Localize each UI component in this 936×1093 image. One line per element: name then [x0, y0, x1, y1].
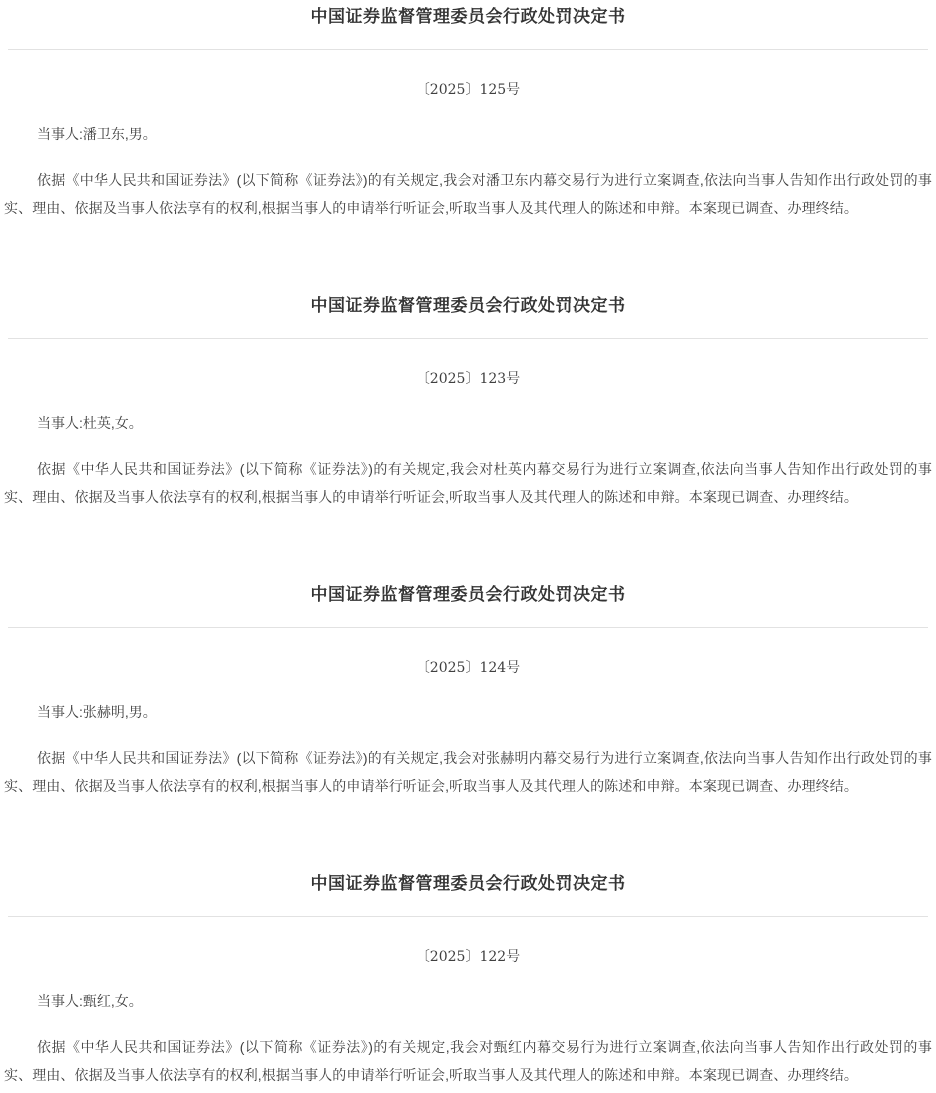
doc-number: 〔2025〕123号	[415, 371, 521, 387]
doc-title: 中国证券监督管理委员会行政处罚决定书	[310, 585, 626, 604]
body-paragraph: 依据《中华人民共和国证券法》(以下简称《证券法》)的有关规定,我会对甄红内幕交易行为进行立案调查,依法向当事人告知作出行政处罚的事实、理由、依据及当事人依法享有的权利,根据当事人的申请举行听证会,听取当事人及其代理人的陈述和申辩。本案现已调查、办理终结。	[4, 1039, 932, 1083]
doc-number: 〔2025〕125号	[415, 82, 521, 98]
section-divider	[8, 627, 928, 628]
doc-title: 中国证券监督管理委员会行政处罚决定书	[310, 7, 626, 26]
party-line: 当事人:潘卫东,男。	[37, 126, 157, 142]
doc-title: 中国证券监督管理委员会行政处罚决定书	[310, 874, 626, 893]
section-divider	[8, 338, 928, 339]
party-line: 当事人:杜英,女。	[37, 415, 143, 431]
document-section	[4, 874, 932, 1089]
doc-number: 〔2025〕122号	[415, 949, 521, 965]
document-section	[4, 585, 932, 800]
document-section	[4, 296, 932, 511]
body-paragraph: 依据《中华人民共和国证券法》(以下简称《证券法》)的有关规定,我会对潘卫东内幕交易行为进行立案调查,依法向当事人告知作出行政处罚的事实、理由、依据及当事人依法享有的权利,根据当事人的申请举行听证会,听取当事人及其代理人的陈述和申辩。本案现已调查、办理终结。	[4, 172, 932, 216]
doc-title: 中国证券监督管理委员会行政处罚决定书	[310, 296, 626, 315]
party-line: 当事人:张赫明,男。	[37, 704, 157, 720]
section-divider	[8, 49, 928, 50]
body-paragraph: 依据《中华人民共和国证券法》(以下简称《证券法》)的有关规定,我会对杜英内幕交易行为进行立案调查,依法向当事人告知作出行政处罚的事实、理由、依据及当事人依法享有的权利,根据当事人的申请举行听证会,听取当事人及其代理人的陈述和申辩。本案现已调查、办理终结。	[4, 461, 932, 505]
party-line: 当事人:甄红,女。	[37, 993, 143, 1009]
doc-number: 〔2025〕124号	[415, 660, 521, 676]
body-paragraph: 依据《中华人民共和国证券法》(以下简称《证券法》)的有关规定,我会对张赫明内幕交易行为进行立案调查,依法向当事人告知作出行政处罚的事实、理由、依据及当事人依法享有的权利,根据当事人的申请举行听证会,听取当事人及其代理人的陈述和申辩。本案现已调查、办理终结。	[4, 750, 932, 794]
section-divider	[8, 916, 928, 917]
document-section	[4, 7, 932, 222]
